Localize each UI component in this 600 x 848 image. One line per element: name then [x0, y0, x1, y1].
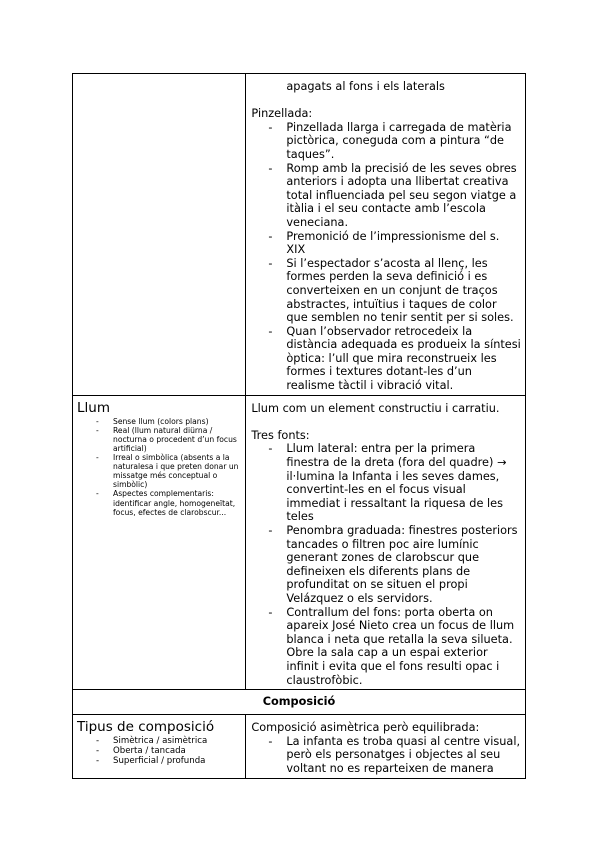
table-row	[73, 690, 526, 715]
list-item: - Penombra graduada: finestres posteriors tancades o filtren poc aire lumínic generant zones de clarobscur que defineixen els diferents plans de profunditat on se situen el propi Velázquez o els servidors.	[268, 524, 521, 606]
list-item: - Contrallum del fons: porta oberta on apareix José Nieto crea un focus de llum blanca i neta que retalla la seva silueta. Obre la sala cap a un espai exterior infinit i evita que el fons resulti opac i claustrofòbic.	[268, 606, 521, 688]
empty-left-cell	[73, 74, 246, 396]
section-header: Composició	[73, 690, 526, 715]
composicio-label-cell	[73, 715, 246, 778]
composicio-criteria-list	[77, 736, 242, 766]
llum-label: Llum	[77, 399, 110, 416]
composicio-list	[251, 735, 521, 776]
pinzellada-cell	[246, 74, 526, 396]
continuation-text: apagats al fons i els laterals	[286, 80, 445, 93]
analysis-table	[72, 73, 526, 779]
list-item: - Llum lateral: entra per la primera finestra de la dreta (fora del quadre) → il·lumina la Infanta i les seves dames, convertint-les en el focus visual immediat i ressaltant la riquesa de les teles	[268, 442, 521, 524]
composicio-content-cell	[246, 715, 526, 778]
list-item: - Aspectes complementaris: identificar angle, homogeneïtat, focus, efectes de clarobscur...	[96, 489, 242, 516]
list-item: - Si l’espectador s’acosta al llenç, les formes perden la seva definició i es converteixen en un conjunt de traços abstractes, intuïtius i taques de color que semblen no tenir sentit per si soles.	[268, 257, 521, 325]
list-item: - Premonició de l’impressionisme del s. XIX	[268, 230, 521, 257]
list-item: - Superficial / profunda	[96, 756, 242, 766]
list-item: - Real (llum natural diürna / nocturna o procedent d’un focus artificial)	[96, 426, 242, 453]
list-item: - Oberta / tancada	[96, 746, 242, 756]
list-item: - Irreal o simbòlica (absents a la naturalesa i que preten donar un missatge més conceptual o simbòlic)	[96, 453, 242, 489]
llum-criteria-list	[77, 417, 242, 517]
table-row	[73, 74, 526, 396]
pinzellada-list	[251, 121, 521, 393]
composicio-intro: Composició asimètrica però equilibrada:	[251, 721, 480, 735]
llum-intro: Llum com un element constructiu i carratiu.	[251, 401, 500, 415]
list-item: - Quan l’observador retrocedeix la distància adequada es produeix la síntesi òptica: l’ull que mira reconstrueix les formes i textures dotant-les d’un realisme tàctil i vibració vital.	[268, 325, 521, 393]
table-row	[73, 395, 526, 689]
list-item: - Sense llum (colors plans)	[96, 417, 242, 426]
llum-label-cell	[73, 395, 246, 689]
pinzellada-heading: Pinzellada:	[251, 107, 313, 121]
fonts-list	[251, 442, 521, 687]
list-item: - Pinzellada llarga i carregada de matèria pictòrica, coneguda com a pintura “de taques”.	[268, 121, 521, 162]
llum-content-cell	[246, 395, 526, 689]
list-item: - La infanta es troba quasi al centre visual, però els personatges i objectes al seu voltant no es reparteixen de manera	[268, 735, 521, 776]
list-item: - Simètrica / asimètrica	[96, 736, 242, 746]
table-row	[73, 715, 526, 778]
fonts-heading: Tres fonts:	[251, 428, 310, 442]
list-item: - Romp amb la precisió de les seves obres anteriors i adopta una llibertat creativa total influenciada pel seu segon viatge a itàlia i el seu contacte amb l’escola veneciana.	[268, 162, 521, 230]
composicio-label: Tipus de composició	[77, 719, 215, 736]
